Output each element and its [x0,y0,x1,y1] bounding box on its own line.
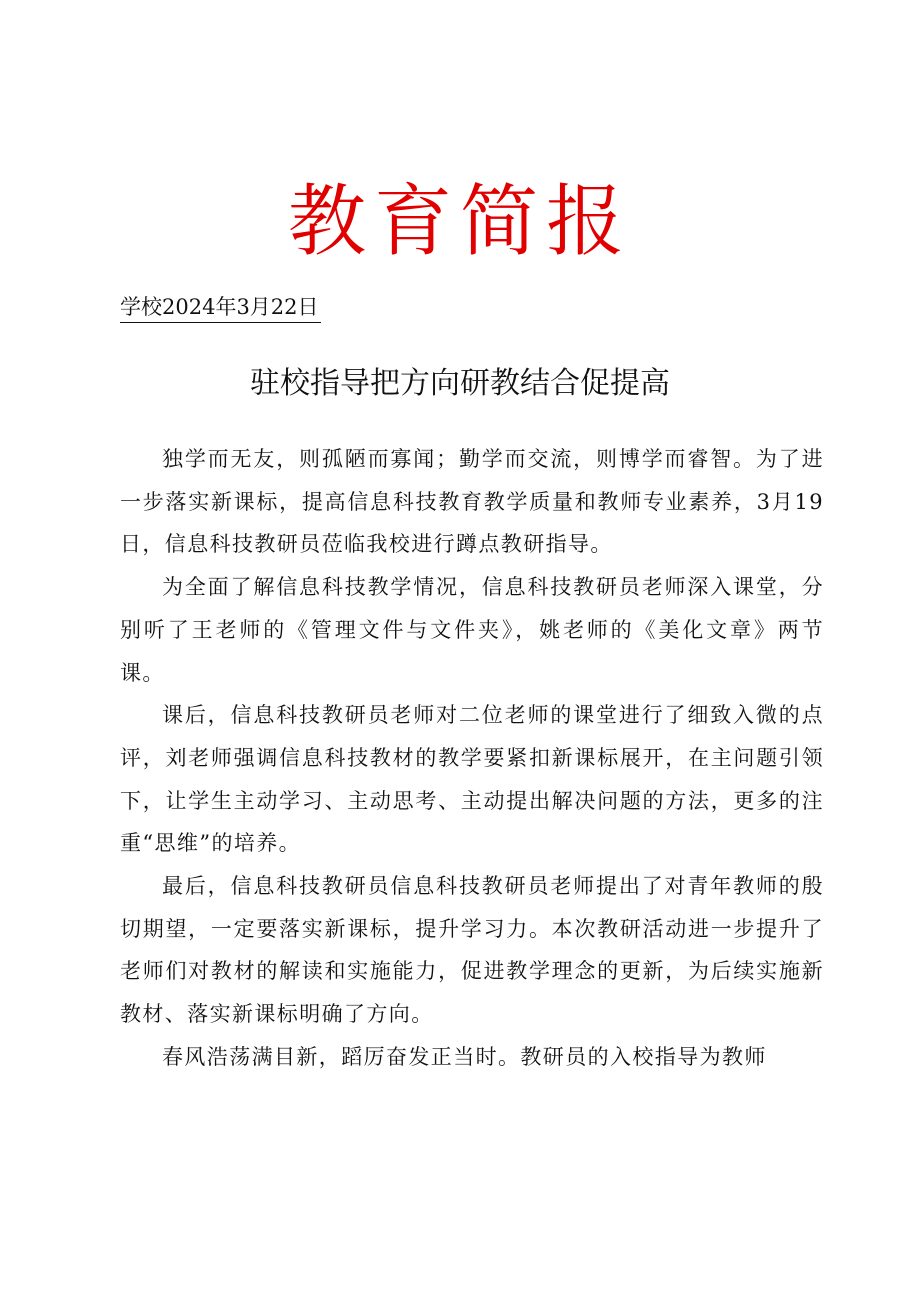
article-headline: 驻校指导把方向研教结合促提高 [250,366,670,401]
paragraph: 独学而无友，则孤陋而寡闻；勤学而交流，则博学而睿智。为了进一步落实新课标，提高信息科技教育教学质量和教师专业素养，3月19日，信息科技教研员莅临我校进行蹲点教研指导。 [120,447,824,557]
masthead-title: 教育简报 [287,177,632,267]
dateline: 学校2024年3月22日 [120,292,321,323]
paragraph: 春风浩荡满目新，蹈厉奋发正当时。教研员的入校指导为教师 [162,1044,767,1069]
paragraph: 最后，信息科技教研员信息科技教研员老师提出了对青年教师的殷切期望，一定要落实新课标，提升学习力。本次教研活动进一步提升了老师们对教材的解读和实施能力，促进教学理念的更新，为后续实施新教材、落实新课标明确了方向。 [120,874,824,1027]
paragraph: 课后，信息科技教研员老师对二位老师的课堂进行了细致入微的点评，刘老师强调信息科技教材的教学要紧扣新课标展开，在主问题引领下，让学生主动学习、主动思考、主动提出解决问题的方法，更多的注重“思维”的培养。 [120,703,824,856]
article-body [120,438,824,1079]
paragraph: 为全面了解信息科技教学情况，信息科技教研员老师深入课堂，分别听了王老师的《管理文件与文件夹》，姚老师的《美化文章》两节课。 [120,575,824,685]
